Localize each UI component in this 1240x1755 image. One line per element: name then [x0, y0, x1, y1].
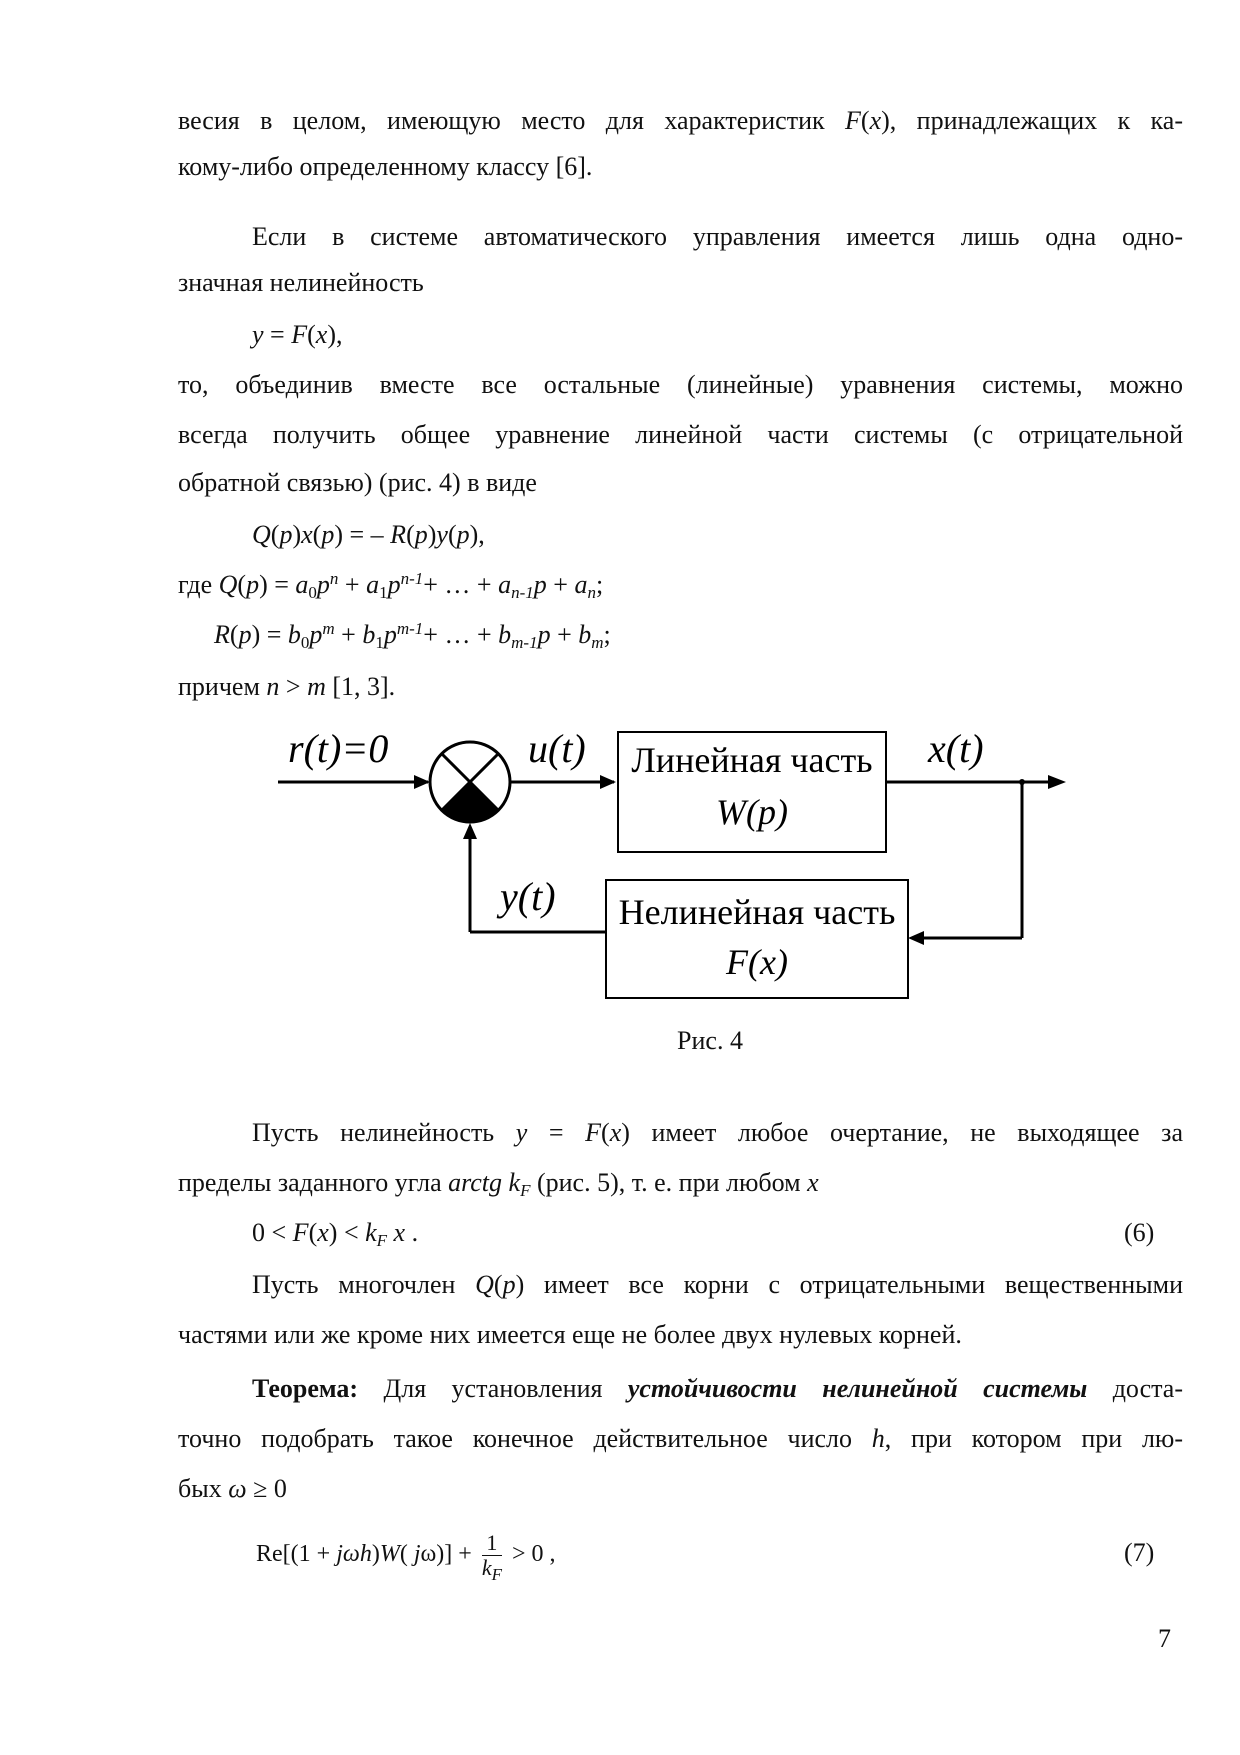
nonlinear-block-title: Нелинейная часть: [618, 892, 896, 932]
linear-block-fn: W(p): [716, 792, 788, 832]
nonlinear-block-fn: F(x): [726, 942, 788, 982]
condition-n-greater-m: причем n > m [1, 3].: [178, 672, 396, 701]
paragraph-line: значная нелинейность: [178, 268, 424, 297]
arrow-head: [600, 775, 616, 789]
arrow-head: [1048, 775, 1066, 789]
paragraph-line: Теорема: Для установления устойчивости нелинейной системы доста-: [252, 1374, 1184, 1403]
paragraph-line: то, объединив вместе все остальные (линейные) уравнения системы, можно: [178, 370, 1183, 399]
paragraph-line: бых ω ≥ 0: [178, 1474, 287, 1503]
paragraph-line: всегда получить общее уравнение линейной части системы (с отрицательной: [178, 420, 1183, 449]
input-label: r(t)=0: [288, 726, 389, 771]
summing-junction: [430, 742, 510, 822]
page-number: 7: [1158, 1624, 1171, 1653]
paragraph-line: Пусть нелинейность y = F(x) имеет любое очертание, не выходящее за: [252, 1118, 1183, 1147]
figure-caption: Рис. 4: [677, 1026, 743, 1055]
block-diagram: [270, 720, 1080, 1010]
arrow-head: [414, 775, 430, 789]
equation-q-polynomial: где $Q(p) = a_0p^n + a_1p^{n-1}+$ … + $a_{n-1}p + a_n$;: [178, 569, 604, 602]
paragraph-line: обратной связью) (рис. 4) в виде: [178, 468, 537, 497]
paragraph-line: частями или же кроме них имеется еще не более двух нулевых корней.: [178, 1320, 962, 1349]
paragraph-line: пределы заданного угла arctg $k_F$ (рис. 5), т. е. при любом x: [178, 1168, 819, 1200]
equation-nonlinearity: y = F(x),: [252, 320, 343, 349]
fraction: $\frac{1}{k_F}$: [481, 1529, 502, 1584]
equation-number: (7): [1124, 1538, 1155, 1567]
linear-block-title: Линейная часть: [631, 740, 873, 780]
error-label: u(t): [528, 726, 586, 771]
equation-number: (6): [1124, 1218, 1155, 1247]
paragraph-line: весия в целом, имеющую место для характеристик F(x), принадлежащих к ка-: [178, 106, 1183, 135]
paragraph-line: точно подобрать такое конечное действительное число h, при котором при лю-: [178, 1424, 1183, 1453]
arrow-head: [908, 931, 924, 945]
feedback-label: y(t): [500, 874, 556, 919]
arrow-head: [463, 823, 477, 839]
paragraph-line: Если в системе автоматического управления имеется лишь одна одно-: [252, 222, 1183, 251]
equation-6: $0 < F(x) < k_F$ x .: [252, 1218, 419, 1250]
paragraph-line: Пусть многочлен Q(p) имеет все корни с отрицательными вещественными: [252, 1270, 1183, 1299]
equation-7: Re[(1 + jωh)W( jω)] + $\frac{1}{k_F}$ > 0 ,: [256, 1529, 556, 1584]
equation-r-polynomial: $R(p) = b_0p^m + b_1p^{m-1}+$ … + $b_{m-1}p + b_m$;: [214, 619, 611, 652]
paragraph-line: кому-либо определенному классу [6].: [178, 152, 593, 181]
output-label: x(t): [928, 726, 984, 771]
equation-linear-part: Q(p)x(p) = – R(p)y(p),: [252, 520, 485, 549]
